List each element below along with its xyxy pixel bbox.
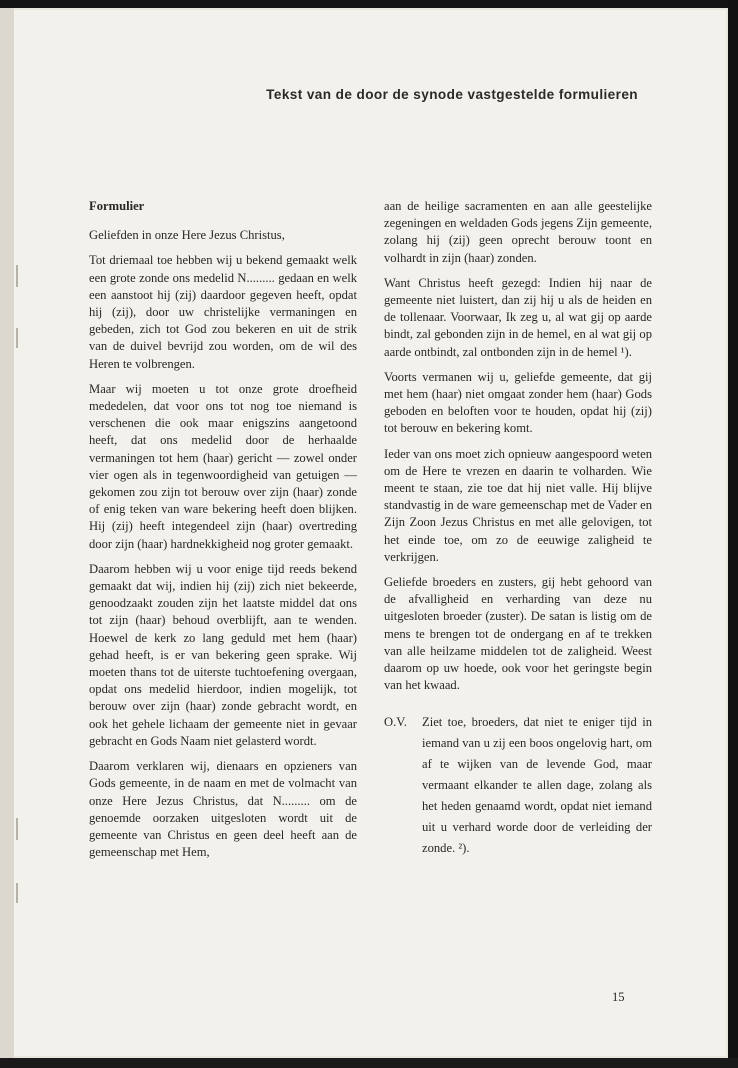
paragraph: Geliefden in onze Here Jezus Christus, xyxy=(89,228,285,243)
right-column xyxy=(384,198,652,859)
paragraph: Voorts vermanen wij u, geliefde gemeente, dat gij met hem (haar) niet omgaat zonder hem (haar) Gods geboden en beloften voor te houden, opdat hij (zij) tot berouw en bekering komt. xyxy=(384,369,652,436)
page-left-edge xyxy=(0,0,14,1068)
paragraph: Tot driemaal toe hebben wij u bekend gemaakt welk een grote zonde ons medelid N......... gedaan en welk een aanstoot hij (zij) daardoor gegeven heeft, opdat hij (zij), door uw christelijke vermaningen en gebeden, zich tot God zou bekeren en uit de strik van de duivel bevrijd zou worden, om de wil des Heren te volbrengen. xyxy=(89,253,357,371)
page-right-edge xyxy=(728,0,738,1068)
left-column xyxy=(89,198,357,869)
ov-label: O.V. xyxy=(384,715,407,730)
ov-block xyxy=(384,712,652,859)
scan-mark xyxy=(16,328,18,348)
paragraph: Want Christus heeft gezegd: Indien hij naar de gemeente niet luistert, dan zij hij u als de heiden en de tollenaar. Voorwaar, Ik zeg u, al wat gij op aarde bindt, zal gebonden zijn in de hemel, en al wat gij op aarde ontbindt, zal ontbonden zijn in de hemel ¹). xyxy=(384,275,652,359)
running-header: Tekst van de door de synode vastgestelde formulieren xyxy=(266,87,638,102)
paragraph: Ieder van ons moet zich opnieuw aangespoord weten om de Here te vrezen en daarin te volharden. Wie meent te staan, zie toe dat hij niet valle. Hij blijve standvastig in de ware gemeenschap met de Vader en Zijn Zoon Jezus Christus en met alle gelovigen, tot het einde toe, om zo de eeuwige zaligheid te verkrijgen. xyxy=(384,446,652,564)
paragraph: Daarom hebben wij u voor enige tijd reeds bekend gemaakt dat wij, indien hij (zij) zich niet bekeerde, genoodzaakt zouden zijn het laatste middel dat ons tot zijn (haar) behoud overblijft, aan te wenden. Hoewel de kerk zo lang geduld met hem (haar) gehad heeft, is er van bekering geen sprake. Wij moeten thans tot de uiterste tuchtoefening overgaan, opdat ons medelid hierdoor, indien mogelijk, tot berouw over zijn (haar) zonde gebracht wordt, en ook het gehele lichaam der gemeente niet in gevaar gebracht en Gods Naam niet gelasterd wordt. xyxy=(89,561,357,748)
page-bottom-edge xyxy=(0,1058,738,1068)
paragraph: Geliefde broeders en zusters, gij hebt gehoord van de afvalligheid en verharding van deze nu uitgesloten broeder (zuster). De satan is listig om de mens te brengen tot de ondergang en af te trekken van alle heilzame middelen tot de zaligheid. Weest daarom op uw hoede, ook voor het geringste begin van het kwaad. xyxy=(384,575,652,693)
scan-mark xyxy=(16,818,18,840)
scan-mark xyxy=(16,265,18,287)
page-top-edge xyxy=(0,0,738,8)
page-number: 15 xyxy=(612,990,625,1004)
section-heading: Formulier xyxy=(89,199,145,213)
paragraph: aan de heilige sacramenten en aan alle geestelijke zegeningen en weldaden Gods jegens Zijn gemeente, zolang hij (zij) geen oprecht berouw toont en volhardt in zijn (haar) zonden. xyxy=(384,199,652,265)
paragraph: Maar wij moeten u tot onze grote droefheid mededelen, dat voor ons tot nog toe niemand is verschenen die ook maar enigszins aangetoond heeft, dat ons medelid door de herhaalde vermaningen tot hem (haar) gericht — zowel onder vier ogen als in tegenwoordigheid van getuigen — gekomen zou zijn tot berouw over zijn (haar) zonde of enig teken van ware bekering heeft doen blijken. Hij (zij) heeft integendeel zijn (haar) overtreding door zijn (haar) hardnekkigheid nog groter gemaakt. xyxy=(89,381,357,551)
paragraph: Daarom verklaren wij, dienaars en opzieners van Gods gemeente, in de naam en met de volmacht van onze Here Jezus Christus, dat N......... om de genoemde oorzaken uitgesloten wordt uit de gemeente van Christus en geen deel heeft aan de gemeenschap met Hem, xyxy=(89,759,357,860)
scan-mark xyxy=(16,883,18,903)
ov-text: Ziet toe, broeders, dat niet te eniger tijd in iemand van u zij een boos ongelovig hart, om af te wijken van de levende God, maar vermaant elkander te allen dage, zolang als het heden genaamd wordt, opdat niet iemand uit u verhard worde door de verleiding der zonde. ²). xyxy=(422,715,652,856)
